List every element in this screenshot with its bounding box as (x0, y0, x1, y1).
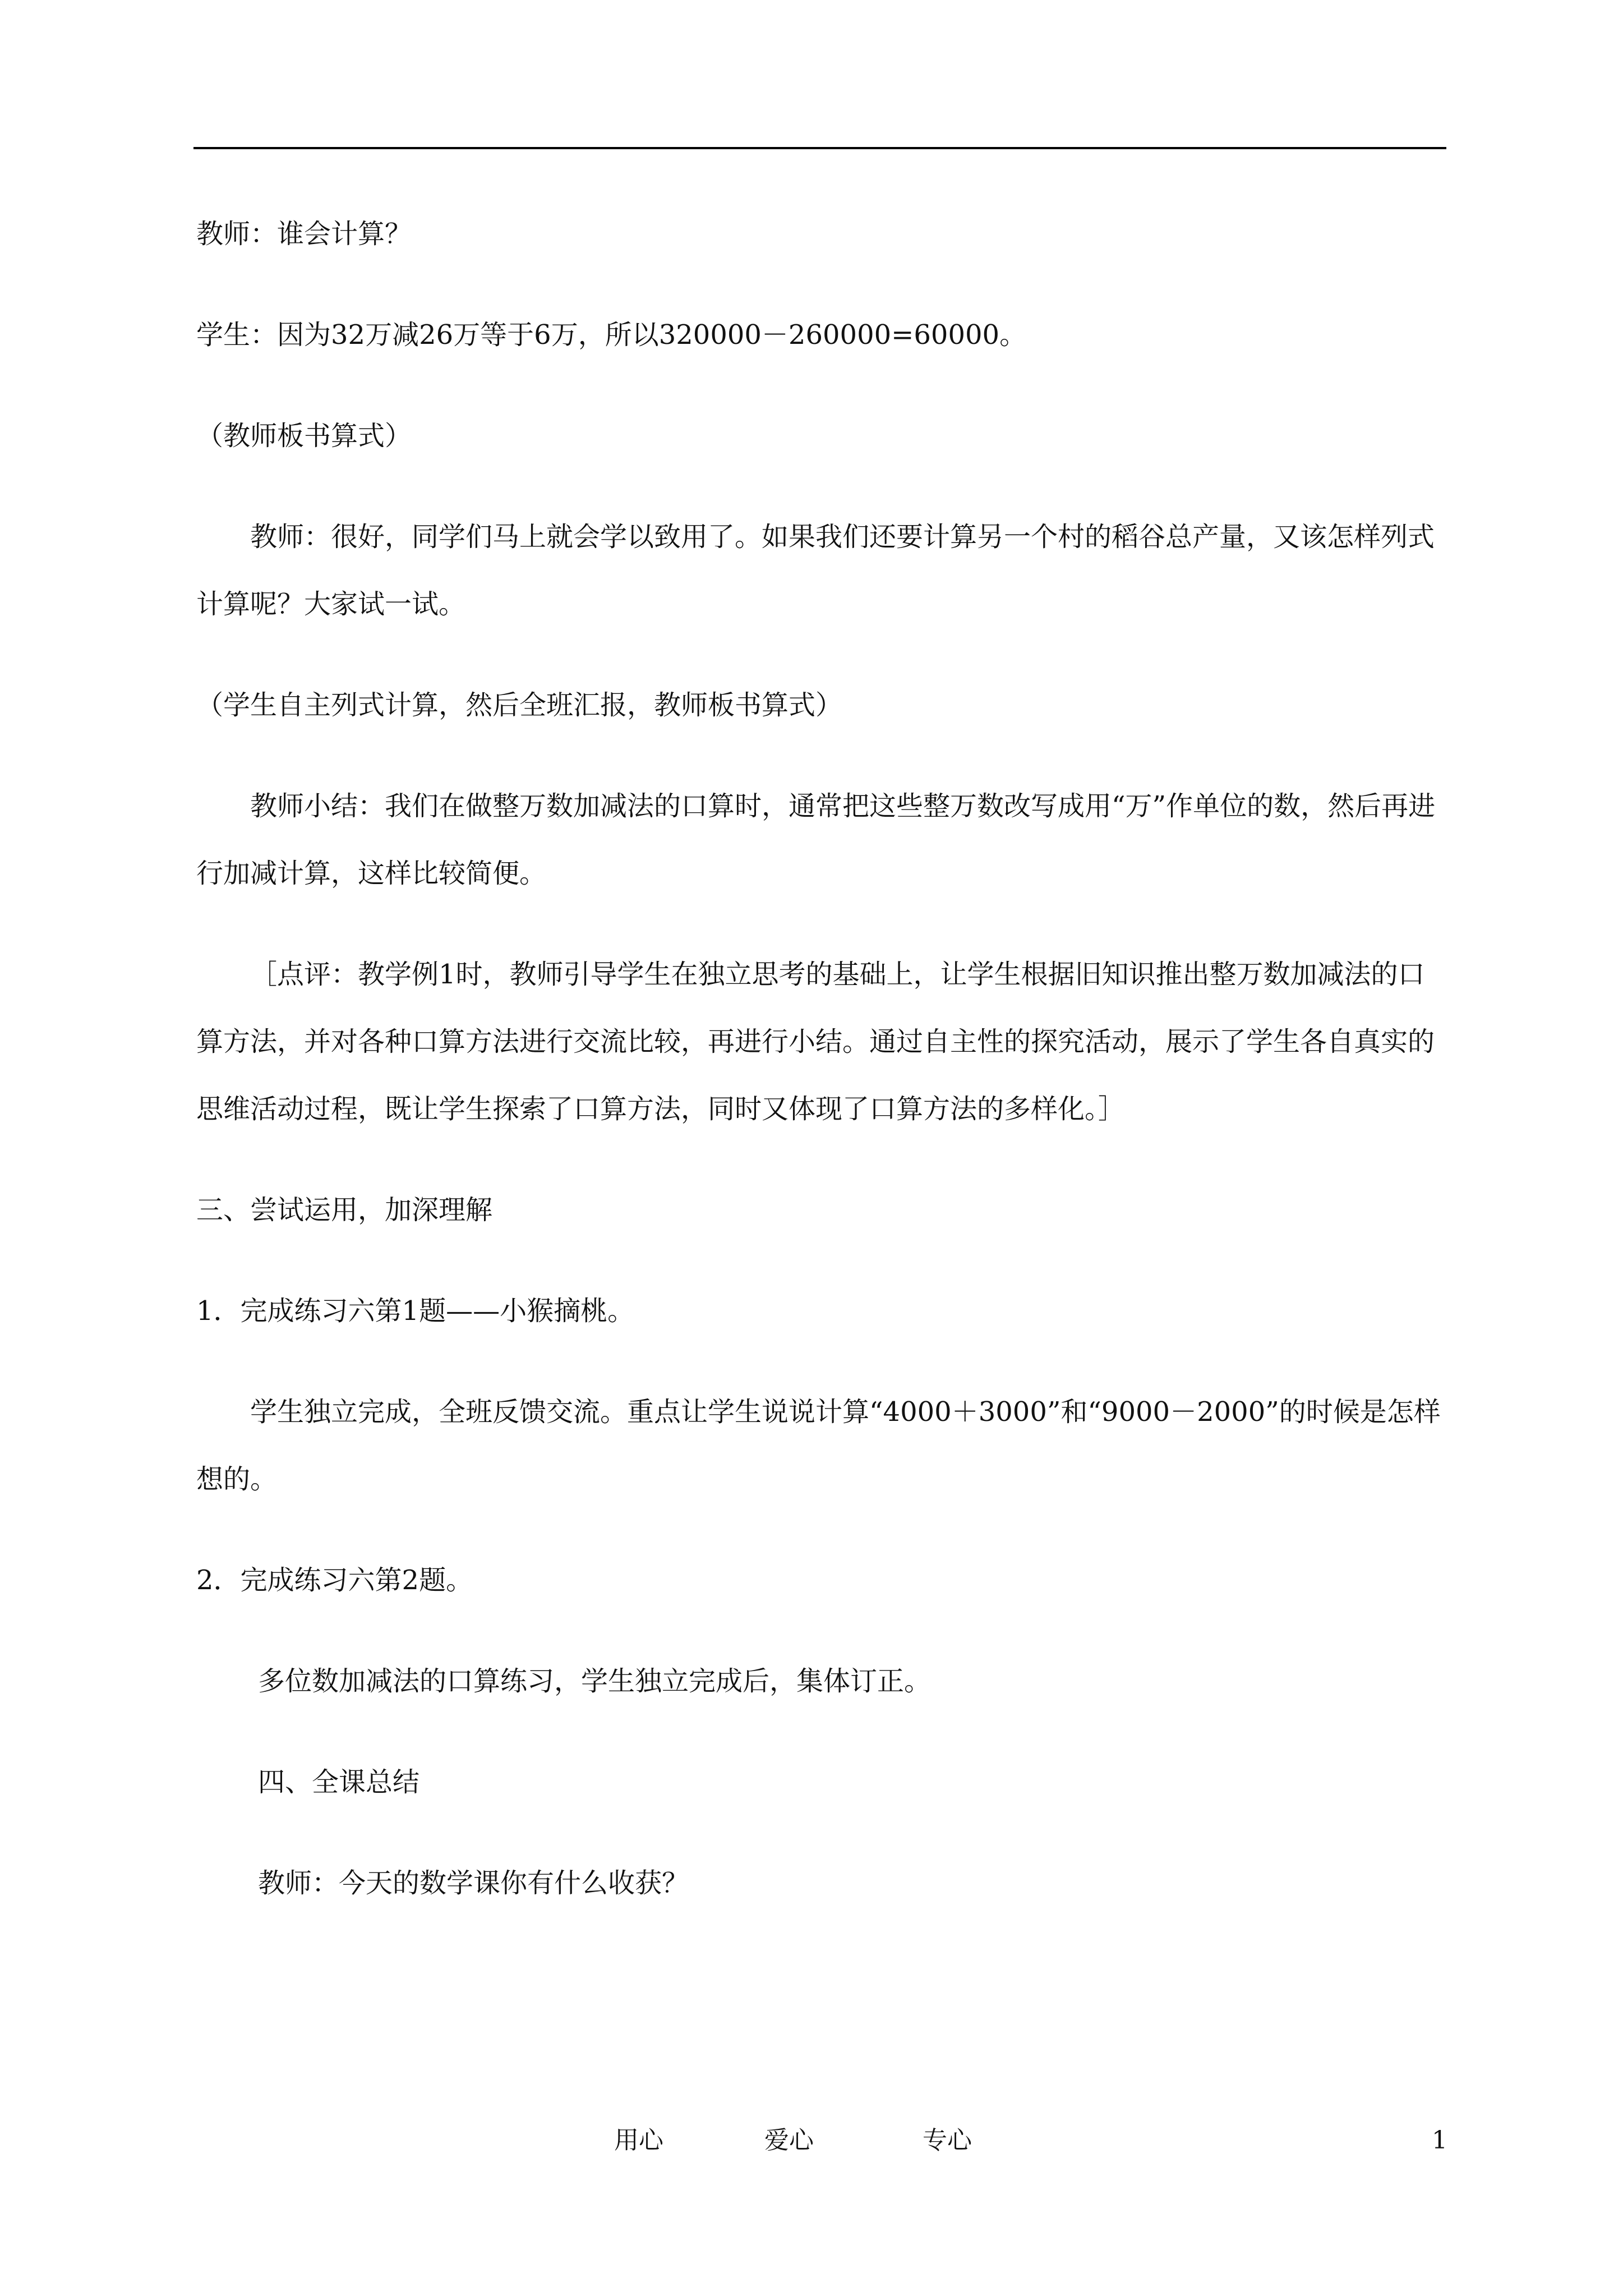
paragraph-teacher-summary: 教师小结：我们在做整万数加减法的口算时，通常把这些整万数改写成用“万”作单位的数，然后再进行加减计算，这样比较简便。 (196, 790, 1436, 889)
paragraph-exercise-2-detail: 多位数加减法的口算练习，学生独立完成后，集体订正。 (258, 1665, 932, 1697)
paragraph-closing-question: 教师：今天的数学课你有什么收获？ (258, 1867, 689, 1899)
section-heading-summary: 四、全课总结 (258, 1766, 420, 1798)
exercise-item-2: 2．完成练习六第2题。 (196, 1565, 473, 1596)
paragraph-student-answer: 学生：因为32万减26万等于6万，所以320000－260000=60000。 (196, 319, 1027, 351)
paragraph-teacher-prompt: 教师：很好，同学们马上就会学以致用了。如果我们还要计算另一个村的稻谷总产量，又该怎样列式计算呢？大家试一试。 (196, 521, 1435, 620)
footer-motto-1: 用心 (614, 2126, 663, 2155)
paragraph-board-note: （教师板书算式） (196, 420, 412, 452)
page-number: 1 (1432, 2126, 1447, 2155)
paragraph-student-activity: （学生自主列式计算，然后全班汇报，教师板书算式） (196, 689, 843, 721)
footer-motto-2: 爱心 (764, 2126, 814, 2155)
footer-motto-3: 专心 (923, 2126, 972, 2155)
paragraph-exercise-1-detail: 学生独立完成，全班反馈交流。重点让学生说说计算“4000＋3000”和“9000－2000”的时候是怎样想的。 (196, 1396, 1441, 1495)
header-rule (193, 147, 1446, 149)
paragraph-commentary: ［点评：教学例1时，教师引导学生在独立思考的基础上，让学生根据旧知识推出整万数加减法的口算方法，并对各种口算方法进行交流比较，再进行小结。通过自主性的探究活动，展示了学生各自真实的思维活动过程，既让学生探索了口算方法，同时又体现了口算方法的多样化。］ (196, 959, 1435, 1125)
section-heading-practice: 三、尝试运用，加深理解 (196, 1194, 493, 1226)
exercise-item-1: 1．完成练习六第1题——小猴摘桃。 (196, 1295, 635, 1327)
paragraph-teacher-question: 教师：谁会计算？ (196, 218, 412, 250)
